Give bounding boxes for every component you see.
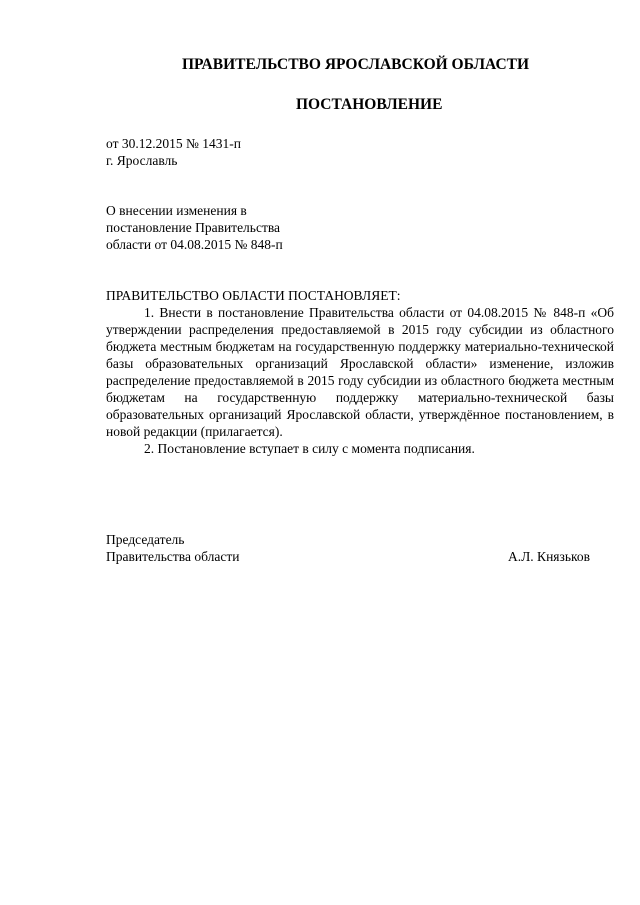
document-subject — [106, 202, 283, 253]
document-meta — [106, 135, 241, 169]
signer-title-line-2: Правительства области — [106, 549, 240, 564]
signer-title-line-1: Председатель — [106, 532, 185, 547]
government-header: ПРАВИТЕЛЬСТВО ЯРОСЛАВСКОЙ ОБЛАСТИ — [182, 56, 530, 73]
date-number: от 30.12.2015 № 1431-п — [106, 136, 241, 151]
decree-item-2: 2. Постановление вступает в силу с момента подписания. — [144, 441, 475, 456]
signer-name: А.Л. Князьков — [508, 549, 590, 564]
document-type-title: ПОСТАНОВЛЕНИЕ — [296, 96, 443, 113]
decree-item-1: 1. Внести в постановление Правительства области от 04.08.2015 № 848-п «Об утверждении распределения предоставляемой в 2015 году субсидии из областного бюджета местным бюджетам на государственную поддержку материально-технической базы образовательных организаций Ярославской области» изменение, изложив распределение предоставляемой в 2015 году субсидии из областного бюджета местным бюджетам на государственную поддержку материально-технической базы образовательных организаций Ярославской области, утверждённое постановлением, в новой редакции (прилагается). — [106, 305, 614, 439]
subject-line-2: постановление Правительства — [106, 220, 281, 235]
city: г. Ярославль — [106, 153, 178, 168]
decree-intro: ПРАВИТЕЛЬСТВО ОБЛАСТИ ПОСТАНОВЛЯЕТ: — [106, 288, 401, 303]
subject-line-3: области от 04.08.2015 № 848-п — [106, 237, 283, 252]
document-body — [106, 287, 614, 457]
signature-block — [106, 531, 590, 565]
subject-line-1: О внесении изменения в — [106, 203, 247, 218]
